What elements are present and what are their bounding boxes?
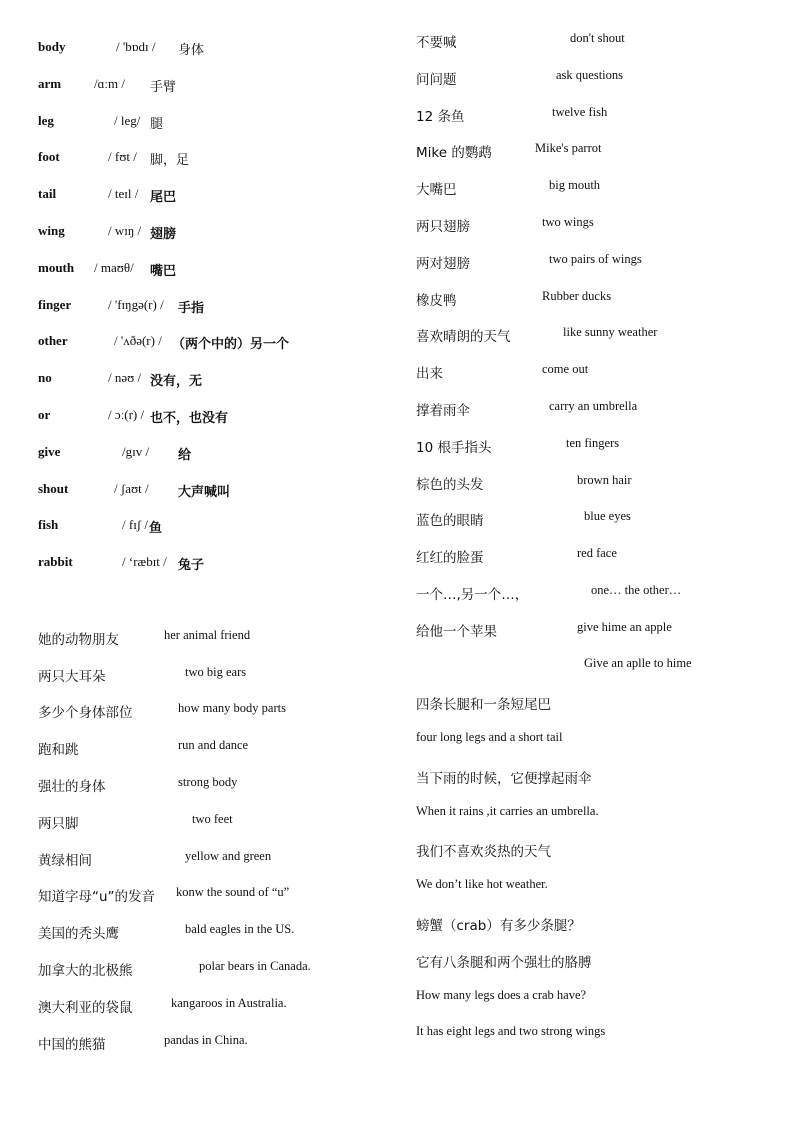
vocab-ipa: / wɪŋ / (108, 223, 142, 238)
vocab-word: arm (38, 76, 62, 91)
vocab-ipa: /gɪv / (122, 444, 150, 459)
vocab-word: rabbit (38, 554, 73, 569)
sentence-en: How many legs does a crab have? (416, 988, 587, 1002)
sentence-en: We don’t like hot weather. (416, 877, 548, 891)
phrase-zh: 大嘴巴 (416, 182, 457, 198)
vocab-ipa: / maʊθ/ (94, 260, 134, 275)
vocab-ipa: / ʃaʊt / (114, 481, 149, 496)
vocab-word: foot (38, 149, 60, 164)
sentence-en: When it rains ,it carries an umbrella. (416, 804, 599, 818)
vocab-meaning: 翅膀 (150, 227, 177, 242)
phrase-en: yellow and green (185, 849, 272, 863)
phrase-zh: 多少个身体部位 (38, 705, 133, 721)
vocab-meaning: 兔子 (178, 558, 205, 573)
sentence-zh: 四条长腿和一条短尾巴 (416, 697, 551, 713)
phrase-en: brown hair (577, 473, 632, 487)
phrase-zh: 12 条鱼 (416, 109, 465, 125)
phrase-zh: 美国的秃头鹰 (38, 926, 119, 942)
phrase-en: bald eagles in the US. (185, 922, 295, 936)
phrase-en: Mike's parrot (535, 141, 602, 155)
vocab-word: leg (38, 113, 54, 128)
phrase-zh: 给他一个苹果 (416, 624, 497, 640)
phrase-en: twelve fish (552, 105, 608, 119)
phrase-en: how many body parts (178, 701, 286, 715)
vocab-word: give (38, 444, 61, 459)
phrase-en: blue eyes (584, 509, 631, 523)
phrase-en: big mouth (549, 178, 601, 192)
vocab-ipa: / 'ʌðə(r) / (114, 333, 162, 348)
phrase-zh: 不要喊 (416, 35, 457, 51)
phrase-zh: 两对翅膀 (416, 256, 470, 272)
phrase-zh: Mike 的鹦鹉 (416, 145, 492, 161)
vocab-meaning: 手指 (178, 301, 205, 316)
phrase-en: red face (577, 546, 617, 560)
vocab-ipa: / leg/ (114, 113, 141, 128)
sentence-zh: 当下雨的时候，它便撑起雨伞 (416, 771, 592, 787)
phrase-zh: 蓝色的眼睛 (416, 513, 484, 529)
vocab-meaning: 嘴巴 (150, 264, 177, 279)
phrase-zh: 撑着雨伞 (416, 403, 470, 419)
sentence-en: It has eight legs and two strong wings (416, 1024, 606, 1038)
phrase-zh: 橡皮鸭 (416, 293, 457, 309)
phrase-en: konw the sound of “u” (176, 885, 290, 899)
phrase-zh: 她的动物朋友 (38, 632, 119, 648)
vocab-meaning: （两个中的）另一个 (172, 337, 290, 352)
phrase-en: polar bears in Canada. (199, 959, 311, 973)
vocab-ipa: / fɪʃ / (122, 517, 148, 532)
vocab-word: wing (38, 223, 65, 238)
phrase-zh: 10 根手指头 (416, 440, 492, 456)
phrase-en: two big ears (185, 665, 247, 679)
phrase-zh: 喜欢晴朗的天气 (416, 329, 511, 345)
vocab-ipa: / nəʊ / (108, 370, 142, 385)
vocab-meaning: 脚，足 (150, 153, 190, 168)
phrase-zh: 澳大利亚的袋鼠 (38, 1000, 133, 1016)
vocab-meaning: 大声喊叫 (178, 485, 231, 500)
vocab-word: fish (38, 517, 59, 532)
vocab-word: body (38, 39, 66, 54)
phrase-zh: 跑和跳 (38, 742, 79, 758)
phrase-zh: 两只大耳朵 (38, 669, 106, 685)
sentence-zh: 我们不喜欢炎热的天气 (416, 844, 551, 860)
phrase-zh: 棕色的头发 (416, 477, 484, 493)
vocab-meaning: 没有，无 (150, 374, 203, 389)
phrase-en: kangaroos in Australia. (171, 996, 287, 1010)
vocab-word: or (38, 407, 51, 422)
phrase-zh: 黄绿相间 (38, 853, 92, 869)
phrase-zh: 一个…,另一个…， (416, 587, 529, 603)
phrase-zh: 加拿大的北极熊 (38, 963, 133, 979)
vocab-ipa: / 'fɪŋgə(r) / (108, 297, 164, 312)
phrase-en: two pairs of wings (549, 252, 642, 266)
vocab-meaning: 身体 (178, 43, 205, 58)
vocab-word: shout (38, 481, 69, 496)
sentence-en: four long legs and a short tail (416, 730, 563, 744)
phrase-zh: 问问题 (416, 72, 457, 88)
phrase-zh: 出来 (416, 366, 443, 382)
sentence-zh: 它有八条腿和两个强壮的胳膊 (416, 955, 592, 971)
vocab-meaning: 给 (178, 448, 192, 463)
vocab-ipa: / 'bɒdɪ / (116, 39, 156, 54)
phrase-en-alt: Give an aplle to hime (584, 656, 692, 670)
vocab-meaning: 鱼 (149, 521, 163, 536)
vocab-ipa: /ɑːm / (94, 76, 125, 91)
vocab-word: no (38, 370, 52, 385)
vocab-ipa: / teɪl / (108, 186, 139, 201)
phrase-en: give hime an apple (577, 620, 672, 634)
phrase-en: don't shout (570, 31, 625, 45)
vocab-word: other (38, 333, 68, 348)
phrase-en: pandas in China. (164, 1033, 248, 1047)
vocab-word: finger (38, 297, 72, 312)
vocab-meaning: 尾巴 (150, 190, 177, 205)
phrase-en: her animal friend (164, 628, 251, 642)
phrase-en: Rubber ducks (542, 289, 612, 303)
phrase-en: come out (542, 362, 589, 376)
vocab-meaning: 手臂 (150, 80, 177, 95)
phrase-en: ten fingers (566, 436, 620, 450)
phrase-en: one… the other… (591, 583, 682, 597)
phrase-en: like sunny weather (563, 325, 658, 339)
sentence-zh: 螃蟹（crab）有多少条腿？ (416, 918, 581, 934)
phrase-zh: 知道字母“u”的发音 (38, 889, 156, 905)
phrase-zh: 两只脚 (38, 816, 79, 832)
vocab-ipa: / ɔː(r) / (108, 407, 145, 422)
phrase-en: strong body (178, 775, 238, 789)
vocab-word: tail (38, 186, 57, 201)
phrase-en: carry an umbrella (549, 399, 638, 413)
vocab-ipa: / ‘ræbɪt / (122, 554, 167, 569)
phrase-zh: 红红的脸蛋 (416, 550, 484, 566)
vocab-ipa: / fʊt / (108, 149, 137, 164)
vocab-word: mouth (38, 260, 75, 275)
vocab-meaning: 腿 (150, 117, 164, 132)
phrase-en: two feet (192, 812, 233, 826)
phrase-zh: 两只翅膀 (416, 219, 470, 235)
phrase-zh: 强壮的身体 (38, 779, 106, 795)
phrase-en: ask questions (556, 68, 624, 82)
phrase-en: two wings (542, 215, 594, 229)
phrase-zh: 中国的熊猫 (38, 1037, 106, 1053)
phrase-en: run and dance (178, 738, 249, 752)
vocab-meaning: 也不，也没有 (150, 411, 229, 426)
